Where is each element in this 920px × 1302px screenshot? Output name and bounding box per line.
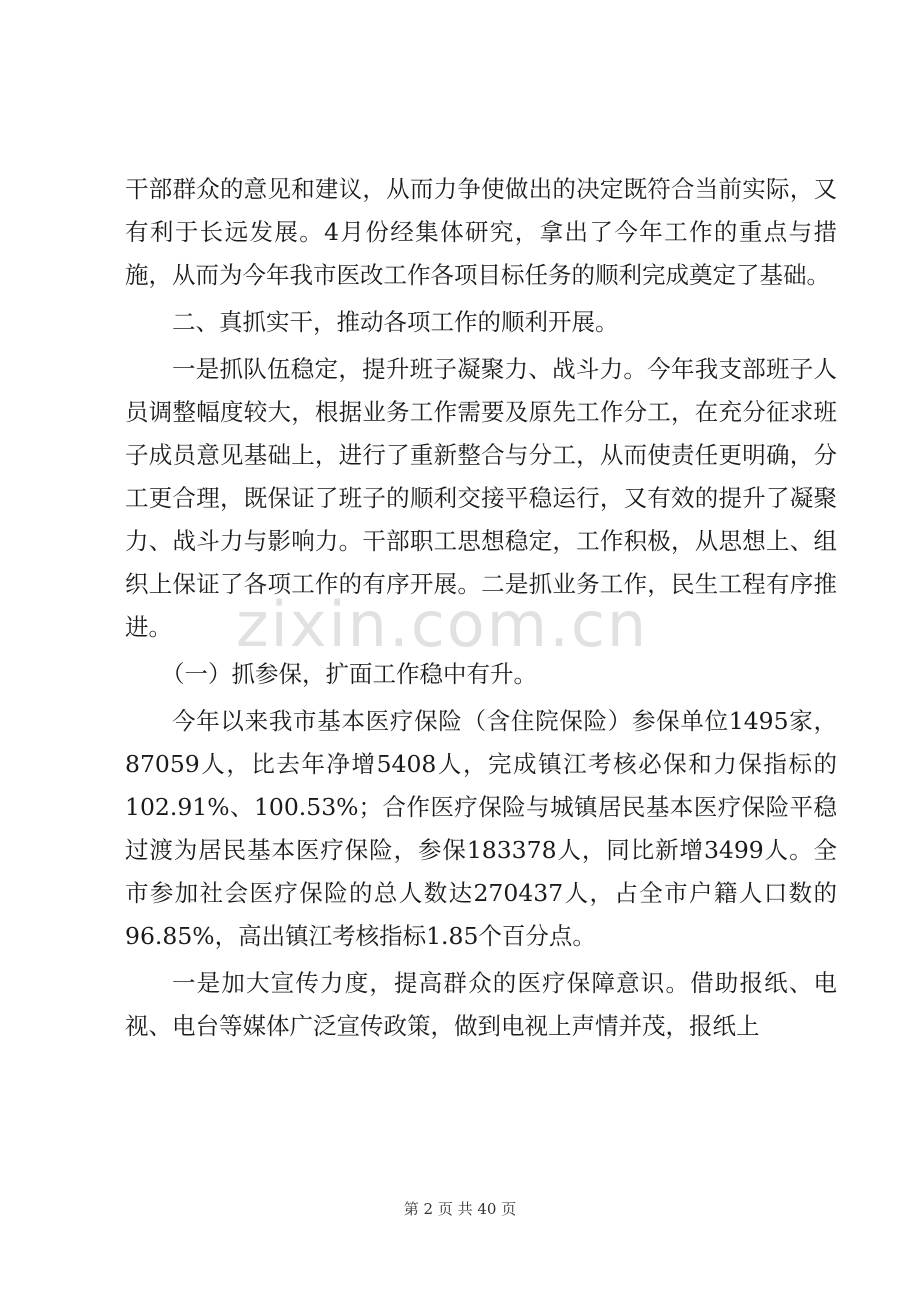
paragraph-6: 一是加大宣传力度，提高群众的医疗保障意识。借助报纸、电视、电台等媒体广泛宣传政策，做到电视上声情并茂，报纸上 (125, 969, 837, 1040)
subsection-heading: （一）抓参保，扩面工作稳中有升。 (161, 660, 537, 688)
paragraph-1: 干部群众的意见和建议，从而力争使做出的决定既符合当前实际，又有利于长远发展。4月份经集体研究，拿出了今年工作的重点与措施，从而为今年我市医改工作各项目标任务的顺利完成奠定了基础。 (125, 175, 837, 289)
paragraph-3: 一是抓队伍稳定，提升班子凝聚力、战斗力。今年我支部班子人员调整幅度较大，根据业务工作需要及原先工作分工，在充分征求班子成员意见基础上，进行了重新整合与分工，从而使责任更明确，分工更合理，既保证了班子的顺利交接平稳运行，又有效的提升了凝聚力、战斗力与影响力。干部职工思想稳定，工作积极，从思想上、组织上保证了各项工作的有序开展。二是抓业务工作，民生工程有序推进。 (125, 355, 837, 641)
document-body (125, 168, 837, 1052)
watermark: zixin.com.cn (236, 588, 649, 661)
page-number-footer: 第 2 页 共 40 页 (403, 1200, 517, 1218)
section-heading: 二、真抓实干，推动各项工作的顺利开展。 (172, 308, 619, 336)
paragraph-5: 今年以来我市基本医疗保险（含住院保险）参保单位1495家，87059人，比去年净增5408人，完成镇江考核必保和力保指标的102.91%、100.53%；合作医疗保险与城镇居民基本医疗保险平稳过渡为居民基本医疗保险，参保183378人，同比新增3499人。全市参加社会医疗保险的总人数达270437人，占全市户籍人口数的96.85%，高出镇江考核指标1.85个百分点。 (125, 707, 837, 950)
